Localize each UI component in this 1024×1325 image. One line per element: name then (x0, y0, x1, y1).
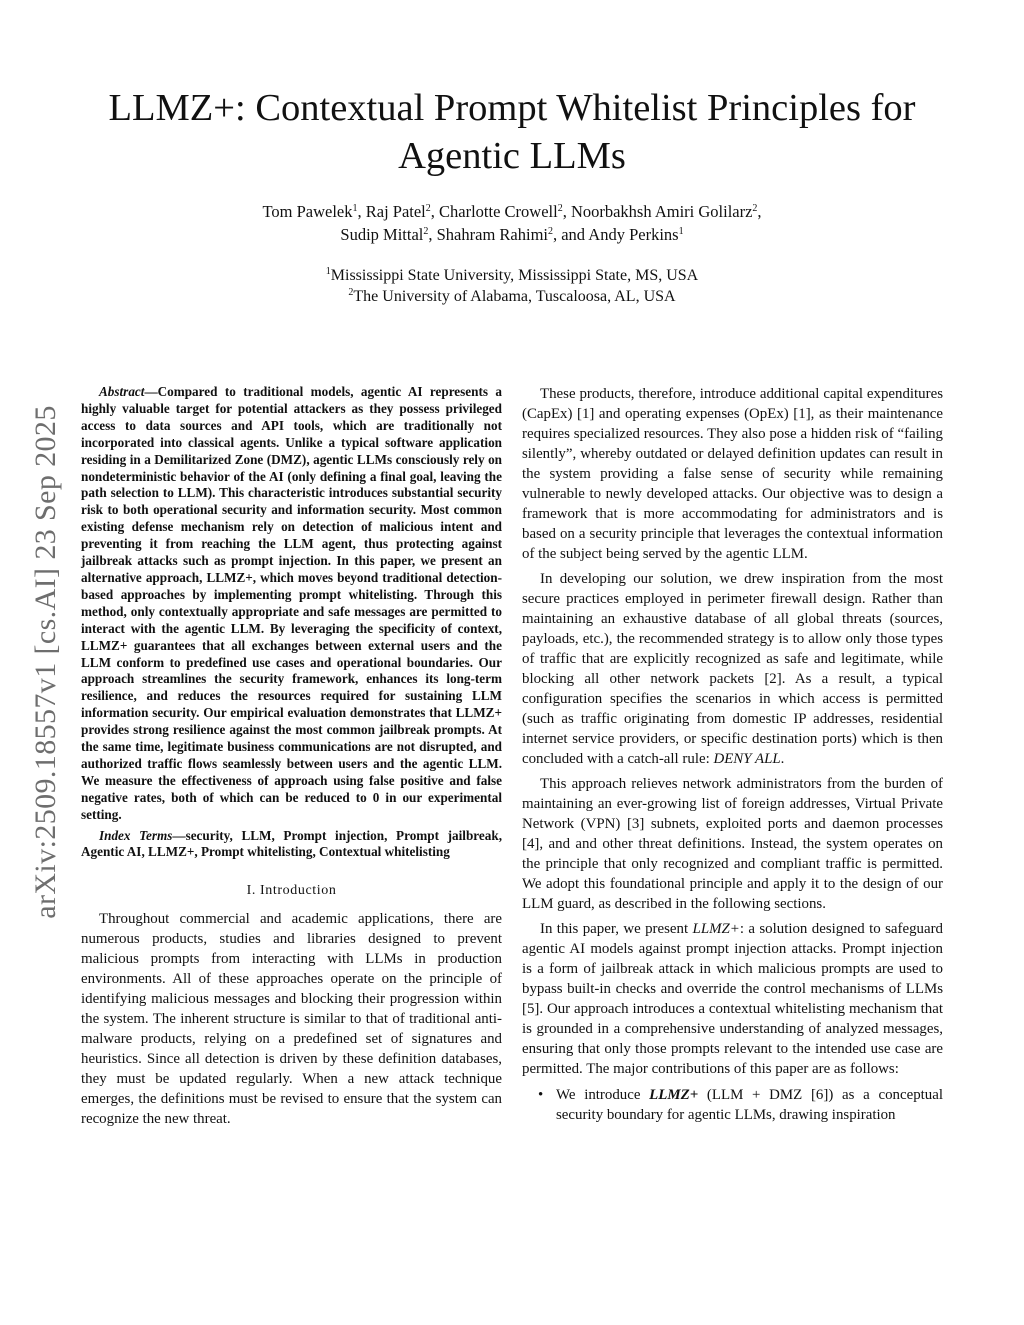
author-separator: , and (552, 225, 589, 244)
title-line-1: LLMZ+: Contextual Prompt Whitelist Principles for (108, 87, 916, 129)
author-name: Shahram Rahimi (436, 225, 548, 244)
paragraph-text: In this paper, we present (540, 921, 689, 937)
intro-paragraph-4: This approach relieves network administrators from the burden of maintaining an ever-growing list of foreign addresses, Virtual Private Network (VPN) [3] subnets, exploited ports and daemon processes [4], and and other threat definitions. Instead, the system operates on the principle that only recognized and compliant traffic is permitted. We adopt this foundational principle and apply it to the design of our LLM guard, as described in the following sections. (522, 776, 943, 912)
affil-text: The University of Alabama, Tuscaloosa, AL, USA (353, 288, 676, 305)
index-terms-text: security, LLM, Prompt injection, Prompt jailbreak, Agentic AI, LLMZ+, Prompt whitelisting, Contextual whitelisting (81, 827, 502, 860)
intro-paragraph-2: These products, therefore, introduce additional capital expenditures (CapEx) [1] and operating expenses (OpEx) [1], as their maintenance requires specialized resources. They also pose a hidden risk of “failing silently”, whereby outdated or delayed definition updates can result in the system providing a false sense of security while remaining vulnerable to newly developed attacks. Our objective was to design a framework that is more accommodating for administrators and is based on a security principle that leverages the contextual information of the subject being served by the agentic LLM. (522, 386, 943, 562)
bullet-icon: • (538, 1087, 544, 1103)
system-name: LLMZ+ (649, 1087, 699, 1103)
author-name: Andy Perkins (588, 225, 679, 244)
author-separator: , (428, 225, 437, 244)
paper-title (60, 84, 964, 180)
deny-all-rule: DENY ALL (713, 751, 781, 767)
author-line-1 (120, 200, 904, 223)
affiliation-2 (160, 286, 864, 307)
author-name: Noorbakhsh Amiri Golilarz (570, 202, 753, 221)
affil-text: Mississippi State University, Mississippi State, MS, USA (330, 267, 699, 284)
affiliation-1 (160, 265, 864, 286)
author-separator: , (357, 202, 366, 221)
intro-paragraph-1: Throughout commercial and academic applications, there are numerous products, studies and libraries designed to prevent malicious prompts from interacting with LLMs in production environments. All of these approaches operate on the principle of identifying malicious messages and blocking their progression within the system. The inherent structure is similar to that of traditional anti-malware products, relying on a predefined set of signatures and heuristics. Since all detection is driven by these definition databases, they must be updated regularly. When a new attack technique emerges, the definitions must be revised to ensure that the system can recognize the new threat. (81, 911, 502, 1128)
author-name: Charlotte Crowell (439, 202, 558, 221)
author-line-2 (120, 223, 904, 246)
intro-paragraph-3 (522, 569, 943, 769)
paragraph-end: . (780, 751, 785, 767)
author-name: Tom Pawelek (262, 202, 353, 221)
author-list (120, 200, 904, 246)
author-separator: , (430, 202, 440, 221)
affil-mark: 2 (348, 287, 354, 298)
left-column (81, 384, 502, 1134)
paragraph-text: : a solution designed to safeguard agentic AI models against prompt injection attacks. Prompt injection is a form of jailbreak attack in which malicious prompts are used to bypass built-in checks and override the control mechanisms of LLMs [5]. Our approach introduces a contextual whitelisting mechanism that is grounded in a comprehensive understanding of analyzed messages, ensuring that only those prompts relevant to the intended use case are permitted. The major contributions of this paper are as follows: (522, 921, 943, 1077)
list-item-text: (LLM + DMZ [6]) as a conceptual security boundary for agentic LLMs, drawing inspiration (556, 1087, 943, 1123)
affil-mark: 1 (325, 266, 331, 277)
author-affil-mark: 1 (352, 203, 358, 214)
index-terms-label: Index Terms (99, 827, 173, 843)
author-affil-mark: 2 (547, 226, 553, 237)
contribution-list (522, 1085, 943, 1125)
right-column (522, 384, 943, 1125)
list-item (522, 1085, 943, 1125)
author-affil-mark: 2 (425, 203, 431, 214)
author-affil-mark: 2 (752, 203, 758, 214)
abstract-dash: — (144, 384, 158, 399)
intro-paragraph-5 (522, 919, 943, 1079)
list-item-text: We introduce (556, 1087, 641, 1103)
abstract-label: Abstract (99, 384, 145, 399)
title-line-2: Agentic LLMs (398, 135, 626, 177)
author-name: Sudip Mittal (340, 225, 424, 244)
author-affil-mark: 2 (557, 203, 563, 214)
abstract (81, 384, 502, 824)
author-separator: , (757, 202, 762, 221)
system-name: LLMZ+ (692, 921, 740, 937)
index-terms-dash: — (172, 827, 186, 843)
section-heading-introduction: I. Introduction (246, 883, 337, 899)
author-separator: , (562, 202, 571, 221)
abstract-text: Compared to traditional models, agentic AI represents a highly valuable target for potential attackers as they possess privileged access to data sources and API tools, which are traditionally not incorporated into classical agents. Unlike a typical software application residing in a Demilitarized Zone (DMZ), agentic LLMs consciously rely on nondeterministic behavior of the AI (only defining a final goal, leaving the path selection to LLM). This characteristic introduces substantial security risk to both operational security and information security. Most common existing defense mechanism rely on detection of malicious intent and preventing it from reaching the LLM agent, thus protecting against jailbreak attacks such as prompt injection. In this paper, we present an alternative approach, LLMZ+, which moves beyond traditional detection-based approaches by implementing prompt whitelisting. Through this method, only contextually appropriate and safe messages are permitted to interact with the agentic LLM. By leveraging the specificity of context, LLMZ+ guarantees that all exchanges between external users and the LLM conform to predefined use cases and operational boundaries. Our approach streamlines the security framework, enhances its long-term resilience, and reduces the resources required for sustaining LLM information security. Our empirical evaluation demonstrates that LLMZ+ provides strong resilience against the most common jailbreak prompts. At the same time, legitimate business communications are not disrupted, and authorized traffic flows seamlessly between users and the agentic LLM. We measure the effectiveness of approach using false positive and false negative rates, both of which can be reduced to 0 in our experimental setting. (81, 384, 502, 822)
author-name: Raj Patel (365, 202, 426, 221)
index-terms (81, 828, 502, 862)
affiliation-list (160, 265, 864, 307)
paragraph-text: In developing our solution, we drew inspiration from the most secure practices employed in perimeter firewall design. Rather than maintaining an exhaustive database of all global threats (sources, payloads, etc.), the recommended strategy is to allow only those types of traffic that are explicitly recognized as safe and legitimate, while blocking all other network packets [2]. As a result, a typical configuration specifies the scenarios in which access is permitted (such as traffic originating from domestic IP addresses, residential internet service providers, or specific destination ports) which is then concluded with a catch-all rule: (522, 571, 943, 767)
author-affil-mark: 2 (423, 226, 429, 237)
author-affil-mark: 1 (678, 226, 684, 237)
arxiv-identifier-stamp: arXiv:2509.18557v1 [cs.AI] 23 Sep 2025 (29, 405, 62, 919)
